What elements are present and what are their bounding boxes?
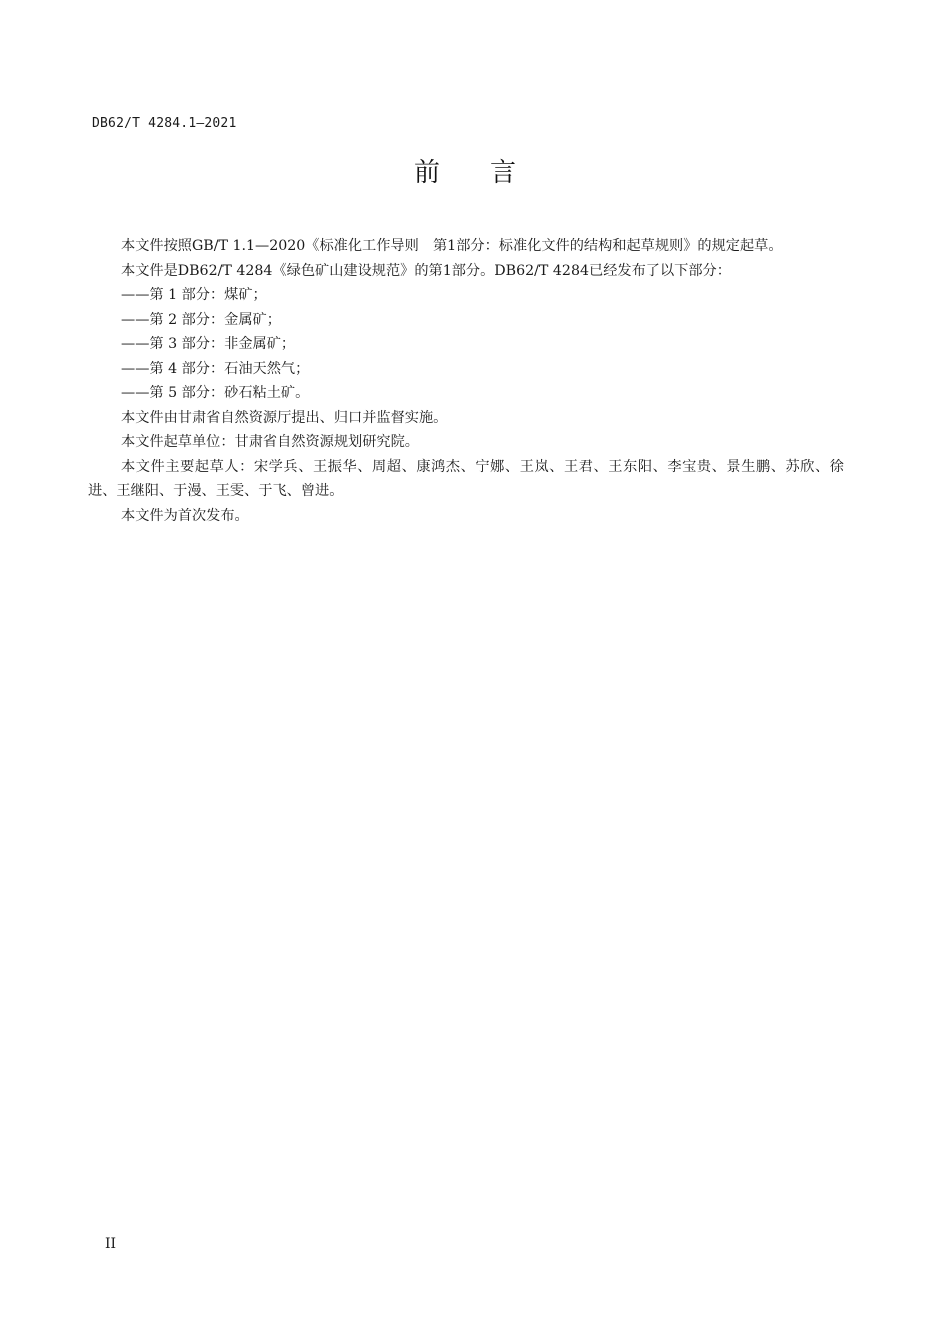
paragraph-drafting-unit: 本文件起草单位：甘肃省自然资源规划研究院。 [121,434,419,450]
paragraph-proposer: 本文件由甘肃省自然资源厅提出、归口并监督实施。 [121,409,448,426]
paragraph-first-release: 本文件为首次发布。 [121,507,249,524]
paragraph-series-intro: 本文件是DB62/T 4284《绿色矿山建设规范》的第1部分。DB62/T 4284已经发布了以下部分： [121,262,731,279]
paragraph-drafters: 本文件主要起草人：宋学兵、王振华、周超、康鸿杰、宁娜、王岚、王君、王东阳、李宝贵、景生鹏、苏欣、徐进、王继阳、于漫、王雯、于飞、曾进。 [88,458,844,499]
page-title: 前言 [413,158,566,188]
page-number: II [105,1236,117,1252]
list-item-part-2: ——第 2 部分：金属矿； [121,311,281,328]
document-code: DB62/T 4284.1—2021 [92,116,237,131]
list-item-part-1: ——第 1 部分：煤矿； [121,287,267,303]
list-item-part-5: ——第 5 部分：砂石粘土矿。 [121,385,310,401]
paragraph-drafting-rules: 本文件按照GB/T 1.1—2020《标准化工作导则 第1部分：标准化文件的结构和起草规则》的规定起草。 [121,238,783,254]
list-item-part-3: ——第 3 部分：非金属矿； [121,336,296,352]
list-item-part-4: ——第 4 部分：石油天然气； [121,360,310,377]
foreword-body [88,234,844,528]
